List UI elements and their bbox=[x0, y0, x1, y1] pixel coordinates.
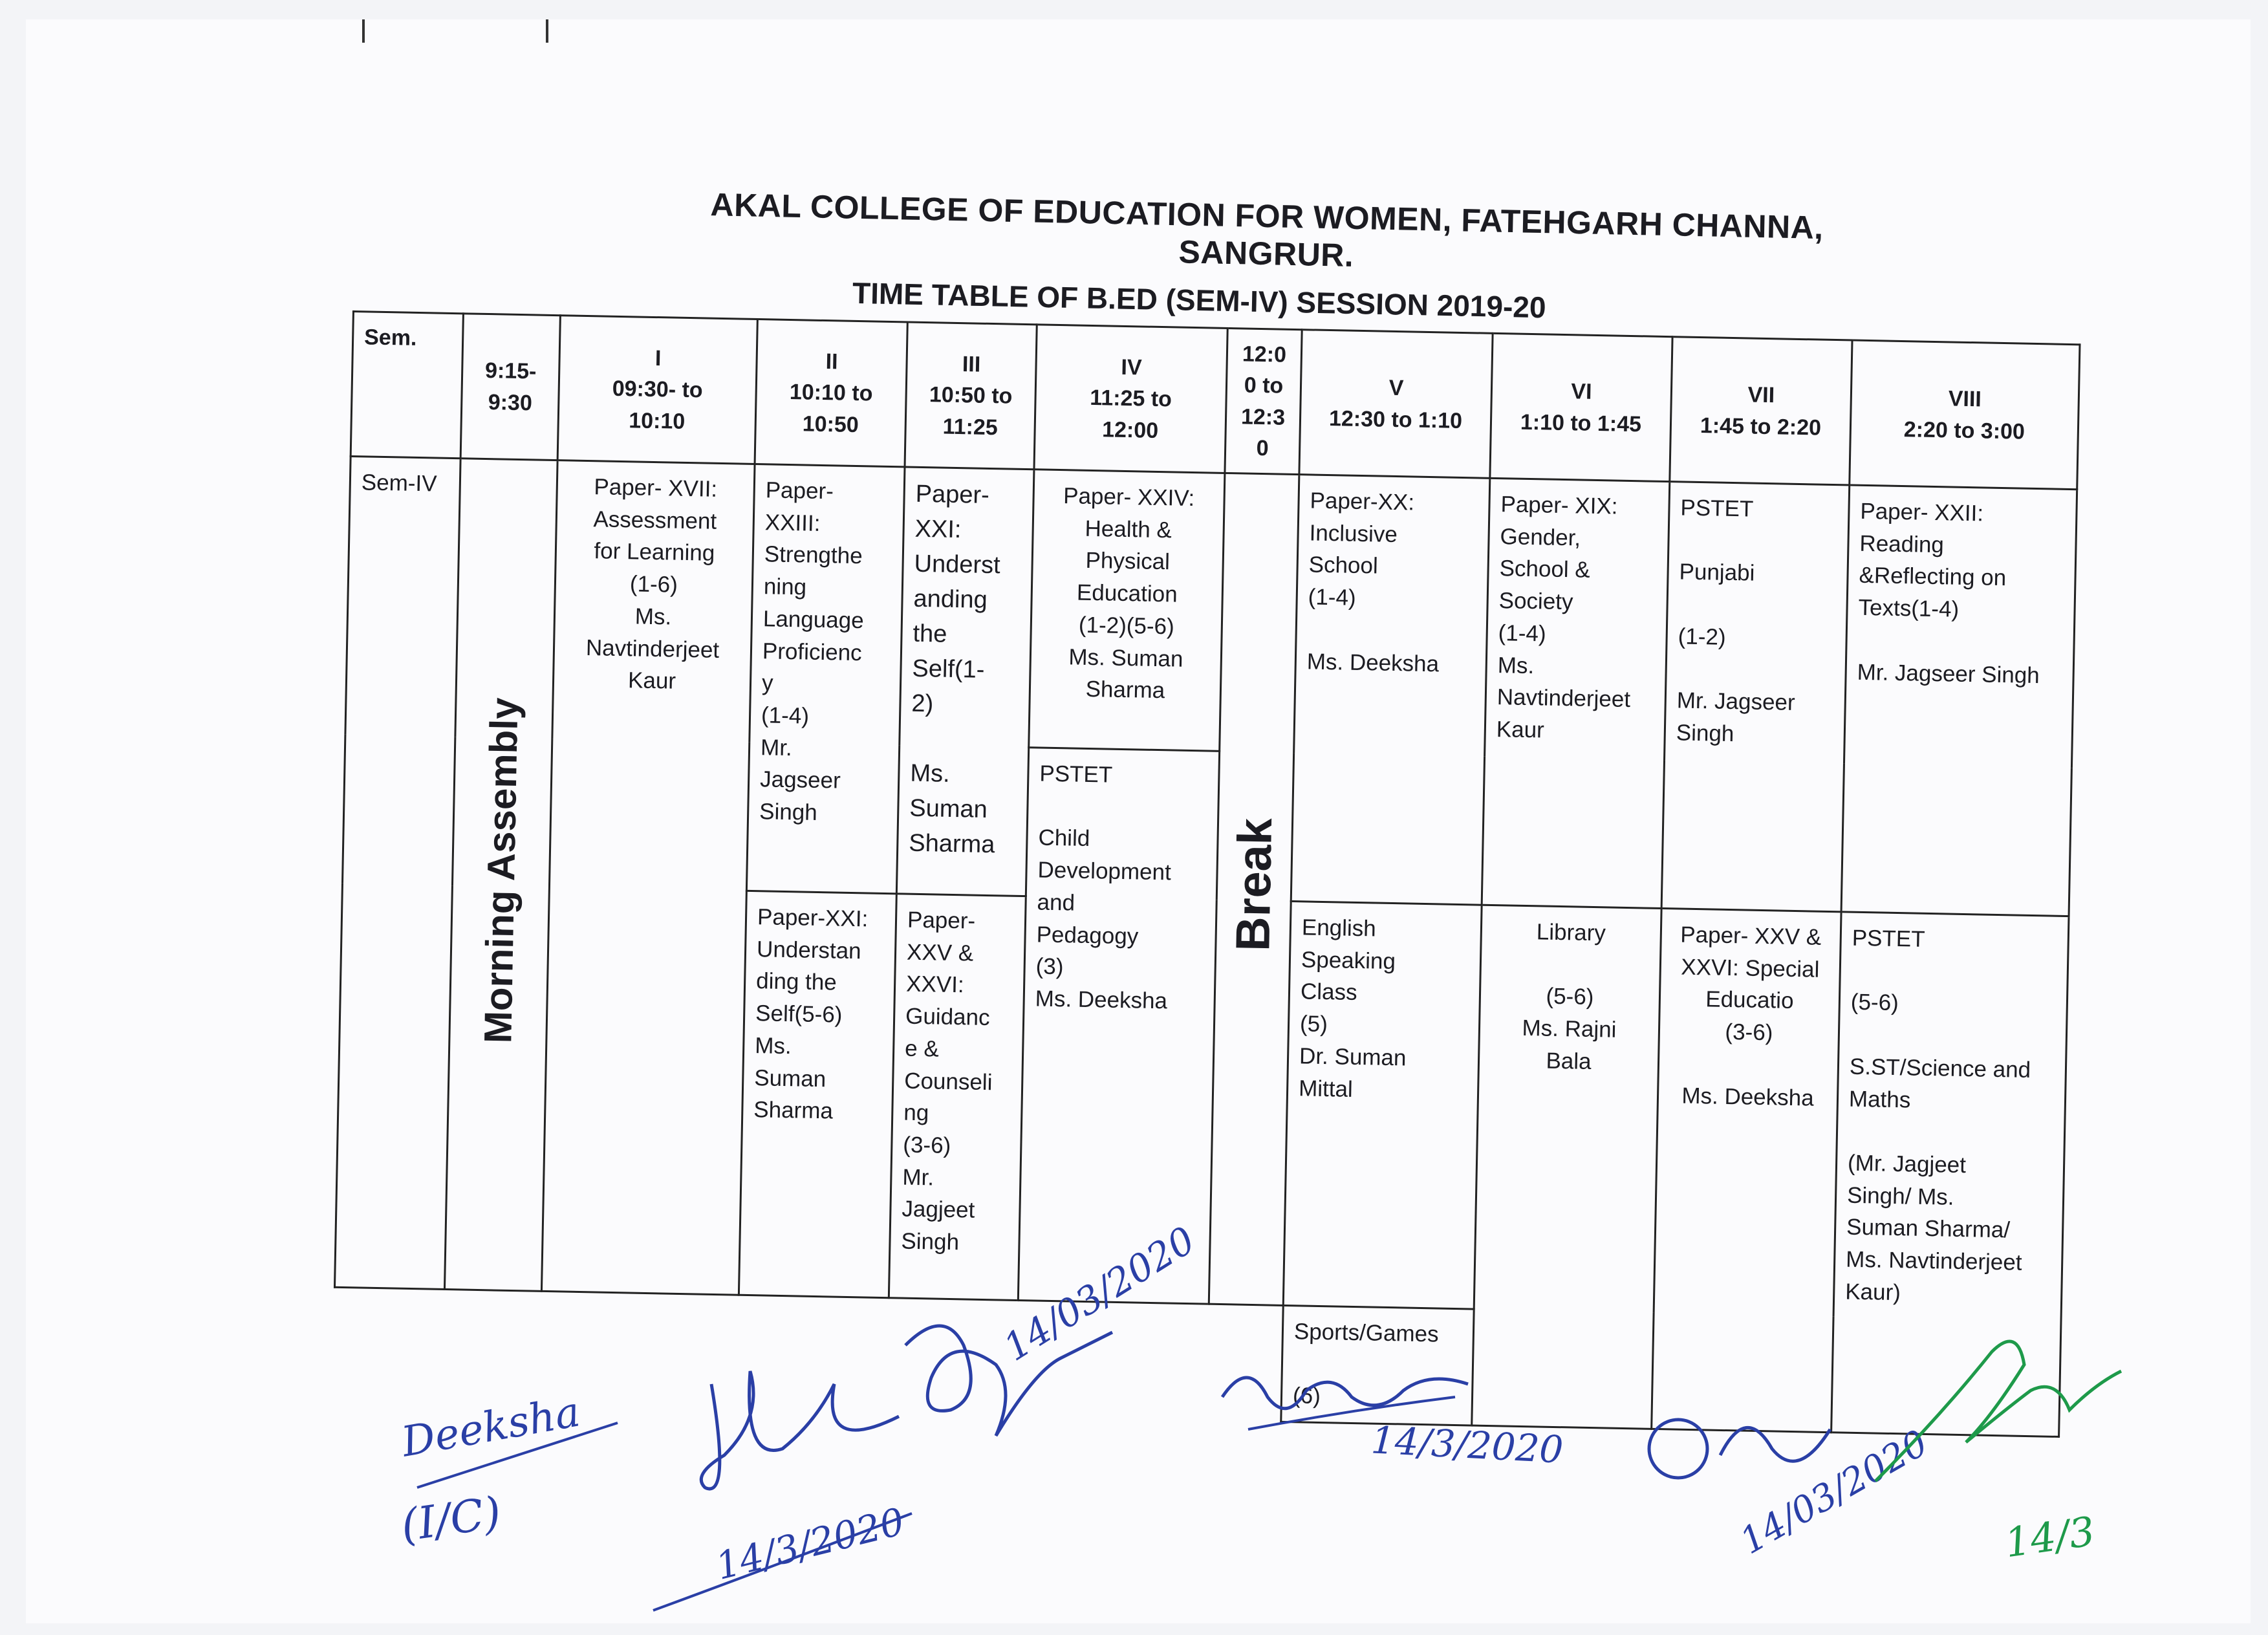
header-period-1: I 09:30- to 10:10 bbox=[557, 316, 757, 464]
signature-date-4: 14/03/2020 bbox=[1733, 1422, 1936, 1563]
cell-p8-top: Paper- XXII: Reading &Reflecting on Texts(1-4) Mr. Jagseer Singh bbox=[1841, 485, 2077, 916]
cell-p6-bottom: Library (5-6) Ms. Rajni Bala bbox=[1472, 905, 1661, 1429]
header-sem: Sem. bbox=[351, 312, 463, 459]
break-label: Break bbox=[1226, 817, 1282, 952]
timetable-title: TIME TABLE OF B.ED (SEM-IV) SESSION 2019-20 bbox=[852, 276, 1547, 325]
header-period-7: VII 1:45 to 2:20 bbox=[1670, 337, 1852, 485]
header-period-6: VI 1:10 to 1:45 bbox=[1490, 333, 1672, 481]
cell-p2-top: Paper- XXIII: Strengthe ning Language Proficienc y (1-4) Mr. Jagseer Singh bbox=[746, 464, 905, 894]
cell-p3-bottom: Paper- XXV & XXVI: Guidanc e & Counseli ng (3-6) Mr. Jagjeet Singh bbox=[889, 894, 1026, 1301]
cell-p4-mid: PSTET Child Development and Pedagogy (3) Ms. Deeksha bbox=[1018, 748, 1219, 1305]
signature-date-3: 14/3/2020 bbox=[1370, 1418, 1564, 1472]
header-assembly-time: 9:15- 9:30 bbox=[460, 314, 560, 460]
college-name: AKAL COLLEGE OF EDUCATION FOR WOMEN, FATEHGARH CHANNA, SANGRUR. bbox=[710, 186, 1824, 274]
underline-deeksha bbox=[414, 1416, 621, 1494]
cell-p5-mid: English Speaking Class (5) Dr. Suman Mittal bbox=[1283, 902, 1482, 1310]
cell-p5-bottom: Sports/Games (6) bbox=[1281, 1305, 1474, 1425]
sem-label: Sem-IV bbox=[335, 457, 461, 1290]
header-break-time: 12:0 0 to 12:3 0 bbox=[1225, 328, 1302, 474]
header-period-4: IV 11:25 to 12:00 bbox=[1034, 325, 1227, 473]
cell-p6-top: Paper- XIX: Gender, School & Society (1-4) Ms. Navtinderjeet Kaur bbox=[1482, 478, 1670, 908]
header-period-2: II 10:10 to 10:50 bbox=[755, 319, 907, 467]
header-period-5: V 12:30 to 1:10 bbox=[1299, 330, 1493, 479]
signature-date-2: 14/3/2020 bbox=[711, 1499, 909, 1588]
signature-date-5: 14/3 bbox=[2002, 1507, 2098, 1567]
cell-p8-bottom: PSTET (5-6) S.ST/Science and Maths (Mr. Jagjeet Singh/ Ms. Suman Sharma/ Ms. Navtinderjeet Kaur) bbox=[1831, 912, 2069, 1437]
signature-deeksha: Deeksha bbox=[398, 1388, 584, 1467]
cell-p1: Paper- XVII: Assessment for Learning (1-6) Ms. Navtinderjeet Kaur bbox=[541, 460, 755, 1295]
underline-date-2 bbox=[647, 1488, 918, 1617]
cell-p2-bottom: Paper-XXI: Understan ding the Self(5-6) Ms. Suman Sharma bbox=[739, 891, 896, 1297]
timetable bbox=[334, 310, 2079, 1409]
signature-ic: (I/C) bbox=[398, 1487, 504, 1552]
cell-p5-top: Paper-XX: Inclusive School (1-4) Ms. Deeksha bbox=[1291, 475, 1490, 905]
cell-p7-top: PSTET Punjabi (1-2) Mr. Jagseer Singh bbox=[1661, 482, 1850, 912]
signature-date-1: 14/03/2020 bbox=[996, 1217, 1203, 1370]
header-period-8: VIII 2:20 to 3:00 bbox=[1850, 340, 2080, 490]
cell-p7-bottom: Paper- XXV & XXVI: Special Educatio (3-6) Ms. Deeksha bbox=[1652, 909, 1841, 1433]
signature-deeksha-2 bbox=[1643, 1391, 1837, 1488]
morning-assembly-label: Morning Assembly bbox=[476, 697, 526, 1044]
cell-p3-top: Paper- XXI: Underst anding the Self(1- 2) Ms. Suman Sharma bbox=[896, 467, 1034, 896]
cell-p4-top: Paper- XXIV: Health & Physical Education (1-2)(5-6) Ms. Suman Sharma bbox=[1029, 470, 1225, 752]
header-period-3: III 10:50 to 11:25 bbox=[905, 322, 1037, 470]
morning-assembly-cell bbox=[444, 459, 557, 1292]
signature-mittal bbox=[1863, 1313, 2134, 1494]
top-border-fragment bbox=[362, 19, 548, 43]
signature-jagseer bbox=[686, 1345, 905, 1507]
